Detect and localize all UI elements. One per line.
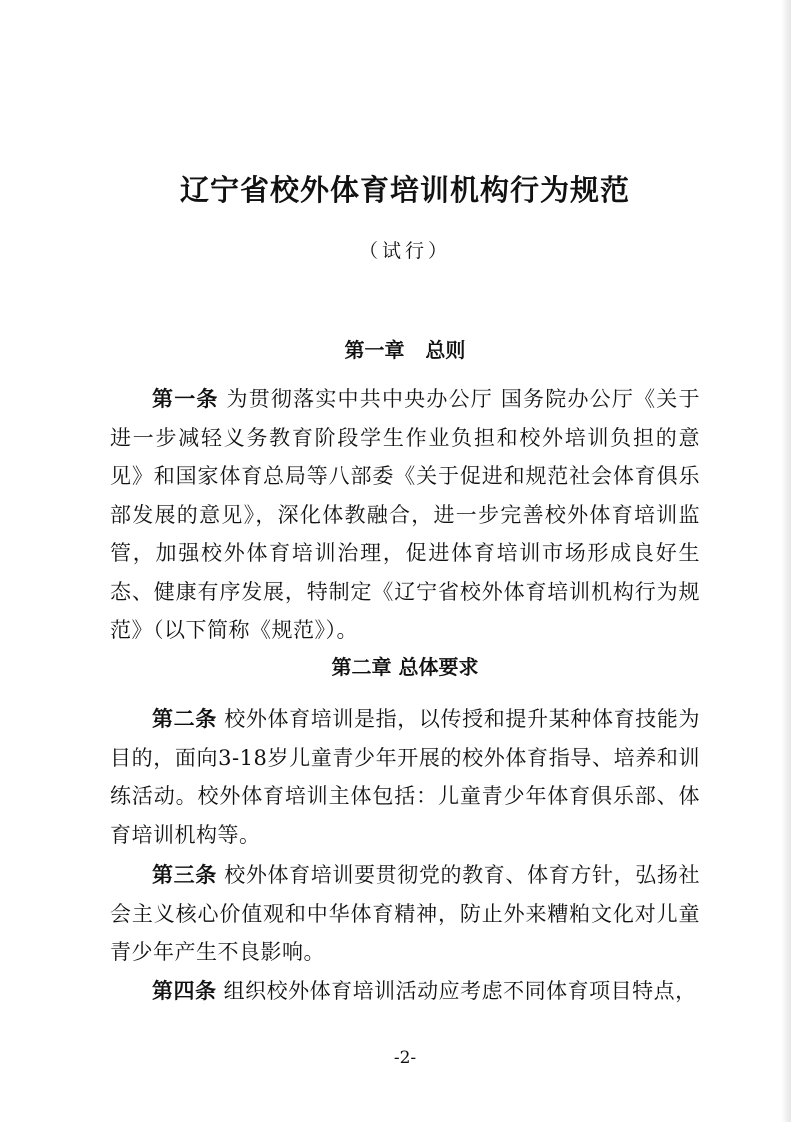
document-subtitle: （试行）: [358, 240, 451, 262]
page-edge: [781, 0, 791, 1122]
article-text-4: 组织校外体育培训活动应考虑不同体育项目特点，: [216, 979, 697, 1003]
article-text-3: 校外体育培训要贯彻党的教育、体育方针，弘扬社会主义核心价值观和中华体育精神，防止外来糟粕文化对儿童青少年产生不良影响。: [110, 863, 700, 964]
article-paragraph-3: [110, 856, 700, 972]
chapter-heading-2: 第二章 总体要求: [331, 655, 479, 679]
article-label-1: 第一条: [152, 387, 219, 411]
page-number: -2-: [393, 1048, 417, 1068]
article-label-2: 第二条: [152, 707, 217, 731]
article-paragraph-2: [110, 700, 700, 854]
article-paragraph-4: [110, 972, 700, 1011]
article-text-1: 为贯彻落实中共中央办公厅 国务院办公厅《关于进一步减轻义务教育阶段学生作业负担和校外培训负担的意见》和国家体育总局等八部委《关于促进和规范社会体育俱乐部发展的意见》，深化体教融合，进一步完善校外体育培训监管，加强校外体育培训治理，促进体育培训市场形成良好生态、健康有序发展，特制定《辽宁省校外体育培训机构行为规范》（以下简称《规范》）。: [110, 387, 700, 642]
article-paragraph-1: [110, 380, 700, 650]
document-title: 辽宁省校外体育培训机构行为规范: [179, 173, 630, 207]
chapter-heading-1: 第一章 总则: [344, 338, 466, 362]
article-text-2: 校外体育培训是指，以传授和提升某种体育技能为目的，面向3-18岁儿童青少年开展的校外体育指导、培养和训练活动。校外体育培训主体包括：儿童青少年体育俱乐部、体育培训机构等。: [110, 707, 700, 847]
article-label-3: 第三条: [152, 863, 217, 887]
article-label-4: 第四条: [152, 979, 217, 1003]
